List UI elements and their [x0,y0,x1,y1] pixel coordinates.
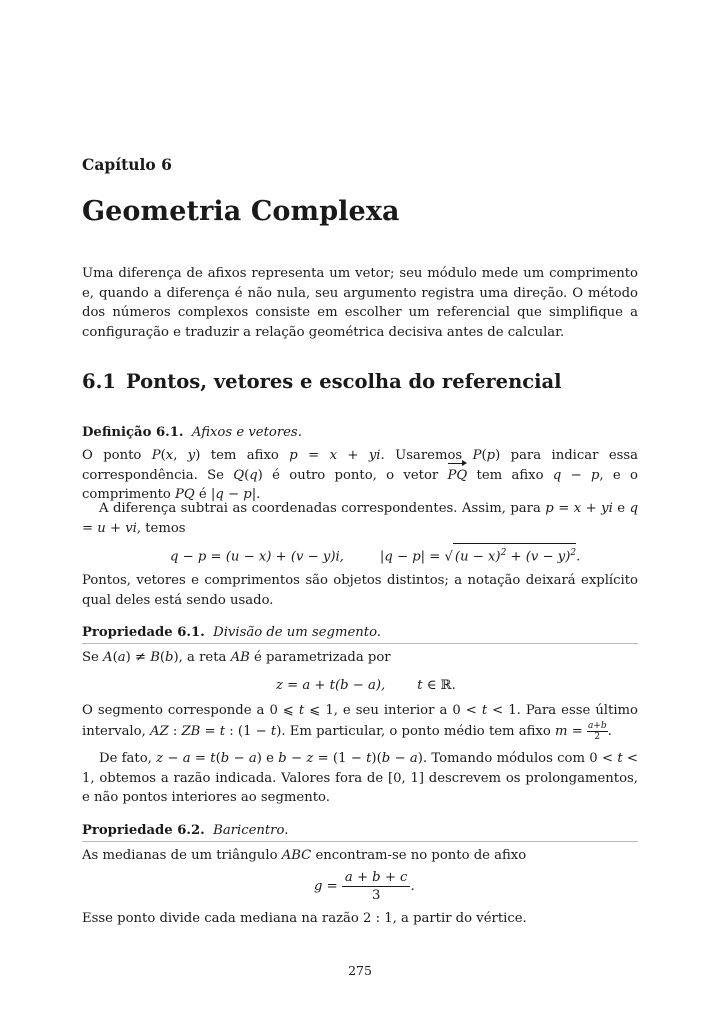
property-1-after: O segmento corresponde a 0 ⩽ t ⩽ 1, e seu interior a 0 < t < 1. Para esse último intervalo, AZ : ZB = t : (1 − t). Em particular, o ponto médio tem afixo m = $\frac{a+b}{2}$ . [82,703,638,742]
vector-pq: PQ [448,466,468,486]
section-heading [82,370,562,393]
property-1-statement: Se A(a) ≠ B(b), a reta AB é parametrizada por [82,650,391,665]
definition-heading [82,423,638,442]
page-number: 275 [348,963,372,978]
barycenter-equation: g = $\frac{a + b + c}{3}$ . [314,870,415,903]
section-number: 6.1 [82,370,116,393]
difference-equation: q − p = (u − x) + (v − y)i, |q − p| = √ $(u - x)^2 + (v - y)^2$. [170,543,580,566]
property-2-name: Baricentro. [213,823,289,838]
property-1-heading [82,623,638,642]
property-2-label: Propriedade 6.2. [82,823,205,838]
property-2-heading [82,821,638,840]
property-2-statement: As medianas de um triângulo ABC encontram-se no ponto de afixo [82,848,527,863]
barycenter-fraction: $\frac{a + b + c}{3}$ [342,869,411,904]
section-title: Pontos, vetores e escolha do referencial [125,370,562,393]
property-2-rule [82,841,638,842]
definition-name: Afixos e vetores. [191,425,302,440]
segment-parametrization: z = a + t(b − a), t ∈ ℝ. [276,678,456,693]
property-1-proof: De fato, z − a = t(b − a) e b − z = (1 − t)(b − a). Tomando módulos com 0 < t < 1, obtemos a razão indicada. Valores fora de [0, 1] descrevem os prolongamentos, e não pontos interiores ao segmento. [82,751,638,806]
chapter-intro: Uma diferença de afixos representa um vetor; seu módulo mede um comprimento e, quando a diferença é não nula, seu argumento registra uma direção. O método dos números complexos consiste em escolher um referencial que simplifique a configuração e traduzir a relação geométrica decisiva antes de calcular. [82,266,638,340]
difference-paragraph: A diferença subtrai as coordenadas correspondentes. Assim, para p = x + yi e q = u + vi, temos [82,501,639,536]
definition-label: Definição 6.1. [82,425,184,440]
property-1-label: Propriedade 6.1. [82,625,205,640]
difference-after: Pontos, vetores e comprimentos são objetos distintos; a notação deixará explícito qual deles está sendo usado. [82,573,638,608]
property-2-after: Esse ponto divide cada mediana na razão 2 : 1, a partir do vértice. [82,911,527,926]
midpoint-fraction: $\frac{a+b}{2}$ [587,720,607,742]
property-1-name: Divisão de um segmento. [213,625,381,640]
chapter-title: Geometria Complexa [82,196,400,227]
property-1-rule [82,643,638,644]
definition-body: O ponto P(x, y) tem afixo p = x + yi. Usaremos P(p) para indicar essa correspondência. Se Q(q) é outro ponto, o vetor PQ tem afixo q − p, e o comprimento PQ é |q − p|. [82,448,639,503]
chapter-label: Capítulo 6 [82,155,172,174]
